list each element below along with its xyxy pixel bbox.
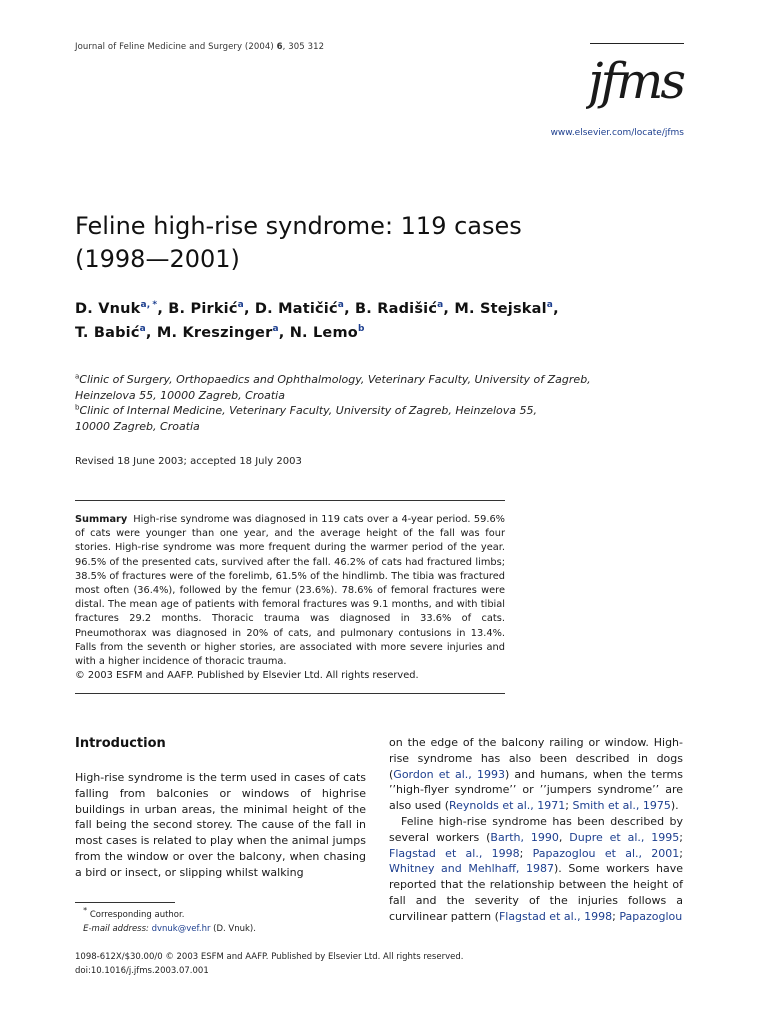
affiliation-b: $^b$Clinic of Internal Medicine, Veterinary Faculty, University of Zagreb, Heinzelova 55, 10000 Zagreb, Croatia <box>75 403 538 433</box>
affiliation-link[interactable]: a <box>272 324 279 335</box>
email-link[interactable]: dvnuk@vef.hr <box>151 923 211 934</box>
citation-link[interactable]: Flagstad et al., 1998 <box>389 846 520 860</box>
title-line-2: (1998—2001) <box>75 245 240 273</box>
doi: doi:10.1016/j.jfms.2003.07.001 <box>75 965 209 976</box>
summary-top-rule <box>75 500 505 501</box>
summary-abstract <box>75 513 505 683</box>
author: D. Vnuk$^{a, *}$, <box>75 300 169 317</box>
journal-name: Journal of Feline Medicine and Surgery (2004) <box>75 42 274 52</box>
affiliation-link[interactable]: a <box>237 300 244 311</box>
affiliation-link[interactable]: a, * <box>140 300 158 311</box>
affiliation-link[interactable]: b <box>357 324 365 335</box>
author: B. Radišić$^a$, <box>355 300 455 317</box>
citation-link[interactable]: Papazoglou et al., 2001 <box>532 846 680 860</box>
citation-link[interactable]: Papazoglou <box>619 909 683 923</box>
footnote-rule <box>75 902 175 903</box>
introduction-heading: Introduction <box>75 736 166 751</box>
citation-link[interactable]: Smith et al., 1975 <box>572 799 671 813</box>
citation-link[interactable]: Gordon et al., 1993 <box>393 767 505 781</box>
corresponding-author-footnote: * Corresponding author. E-mail address: dvnuk@vef.hr (D. Vnuk). <box>83 906 256 934</box>
logo-rule <box>590 43 684 44</box>
journal-url-link[interactable]: www.elsevier.com/locate/jfms <box>550 128 684 138</box>
affiliation-link[interactable]: a <box>139 324 146 335</box>
affiliations <box>75 372 635 434</box>
jfms-logo <box>586 48 688 118</box>
intro-left-column: High-rise syndrome is the term used in cases of cats falling from balconies or windows of highrise buildings in urban areas, the minimal height of the fall being the second storey. The cause of the fall in most cases is related to play when the animal jumps from the window or over the balcony, when chasing a bird or insect, or slipping whilst walking <box>75 771 366 879</box>
author-list <box>75 297 559 345</box>
jfms-logo-text: jfms <box>588 52 684 110</box>
journal-pages: 305 312 <box>288 42 325 52</box>
publication-meta <box>75 951 463 978</box>
journal-volume: 6 <box>276 42 283 52</box>
citation-link[interactable]: Barth, 1990 <box>490 830 559 844</box>
author: M. Stejskal$^a$, <box>454 300 559 317</box>
copyright-notice: © 2003 ESFM and AAFP. Published by Elsevier Ltd. All rights reserved. <box>75 670 419 682</box>
intro-paragraph-2: Feline high-rise syndrome has been described by several workers (Barth, 1990, Dupre et al., 1995; Flagstad et al., 1998; Papazoglou et al., 2001; Whitney and Mehlhaff, 1987). Some workers have reported that the relationship between the height of fall and the severity of the injuries follows a curvilinear pattern (Flagstad et al., 1998; Papazoglou <box>389 814 684 923</box>
summary-text: High-rise syndrome was diagnosed in 119 cats over a 4-year period. 59.6% of cats were younger than one year, and the average height of the fall was four stories. High-rise syndrome was more frequent during the warmer period of the year. 96.5% of the presented cats, survived after the fall. 46.2% of cats had fractured limbs; 38.5% of fractures were of the forelimb, 61.5% of the hindlimb. The tibia was fractured most often (36.4%), followed by the femur (23.6%). 78.6% of femoral fractures were distal. The mean age of patients with femoral fractures was 9.1 months, and with tibial fractures 29.2 months. Thoracic trauma was diagnosed in 33.6% of cats. Pneumothorax was diagnosed in 20% of cats, and pulmonary contusions in 13.4%. Falls from the seventh or higher stories, are associated with more severe injuries and with a higher incidence of thoracic trauma. <box>75 514 505 668</box>
summary-label: Summary <box>75 514 128 525</box>
affiliation-link[interactable]: a <box>546 300 554 311</box>
journal-citation: Journal of Feline Medicine and Surgery (2004) 6, 305 312 <box>75 42 325 52</box>
affiliation-link[interactable]: a <box>437 300 444 311</box>
citation-link[interactable]: Flagstad et al., 1998 <box>498 909 613 923</box>
affiliation-link[interactable]: a <box>337 300 345 311</box>
summary-bottom-rule <box>75 693 505 694</box>
author: B. Pirkić$^a$, <box>168 300 255 317</box>
citation-link[interactable]: Whitney and Mehlhaff, 1987 <box>389 862 554 876</box>
author: T. Babić$^a$, <box>75 324 157 341</box>
citation-link[interactable]: Dupre et al., 1995 <box>569 830 680 844</box>
article-title <box>75 210 522 276</box>
issn-copyright: 1098-612X/$30.00/0 © 2003 ESFM and AAFP. Published by Elsevier Ltd. All rights reserved. <box>75 952 464 962</box>
author: D. Matičić$^a$, <box>254 300 356 317</box>
author: N. Lemo$^b$ <box>289 324 365 341</box>
footnote-mark: * <box>83 906 88 916</box>
intro-paragraph-continued: on the edge of the balcony railing or window. High-rise syndrome has also been described in dogs (Gordon et al., 1993) and humans, when the terms ’’high-flyer syndrome’’ or ’’jumpers syndrome’’ are also used (Reynolds et al., 1971; Smith et al., 1975). <box>389 736 684 813</box>
citation-link[interactable]: Reynolds et al., 1971 <box>449 799 566 813</box>
revision-dates: Revised 18 June 2003; accepted 18 July 2003 <box>75 456 302 467</box>
email-label: E-mail address: <box>83 923 149 934</box>
intro-right-column <box>389 735 683 925</box>
affiliation-a: $^a$Clinic of Surgery, Orthopaedics and Ophthalmology, Veterinary Faculty, University of Zagreb, Heinzelova 55, 10000 Zagreb, Croatia <box>75 372 591 402</box>
title-line-1: Feline high-rise syndrome: 119 cases <box>75 212 522 240</box>
author: M. Kreszinger$^a$, <box>156 324 290 341</box>
